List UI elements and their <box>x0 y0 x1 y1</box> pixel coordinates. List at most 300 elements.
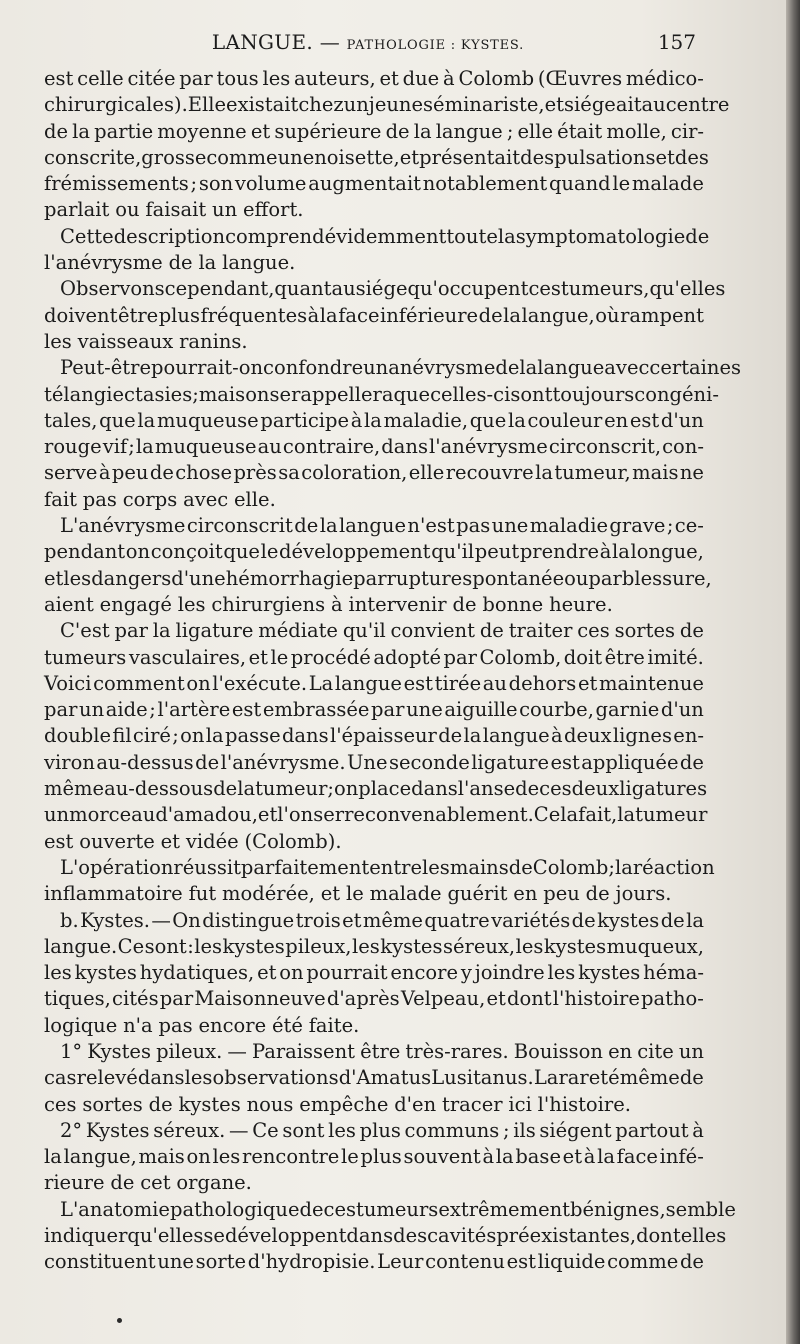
word: ranins. <box>179 329 248 353</box>
word: rampent <box>620 303 704 327</box>
word: dans <box>346 1224 394 1248</box>
word: à <box>307 303 320 327</box>
word: développement <box>279 540 431 564</box>
word: langue <box>482 724 550 748</box>
word: passe <box>224 724 281 748</box>
word: ; <box>172 724 179 748</box>
word: Colomb, <box>479 645 562 669</box>
word: les <box>177 592 206 616</box>
word: Kystes <box>85 1118 150 1142</box>
word: modérée, <box>222 882 315 906</box>
word: les <box>547 961 576 985</box>
word: pileux, <box>285 934 352 958</box>
word: nous <box>246 1092 294 1116</box>
word: pileux. <box>156 1039 223 1063</box>
word: la <box>137 408 156 432</box>
word: une <box>406 698 443 722</box>
word: plus <box>359 1118 401 1142</box>
word: que <box>99 408 136 432</box>
word: vasculaires, <box>128 645 247 669</box>
word: ; <box>190 172 198 196</box>
text-line <box>44 224 710 250</box>
text-line <box>44 487 704 513</box>
word: celles-ci <box>430 382 511 406</box>
word: kystes <box>178 1092 241 1116</box>
word: le <box>260 540 279 564</box>
word: le <box>341 1145 359 1169</box>
text-line <box>44 618 704 644</box>
word: organe. <box>176 1171 252 1195</box>
word: la <box>597 1145 615 1169</box>
word: place <box>358 777 412 801</box>
word: un <box>212 198 238 222</box>
word: participe <box>260 408 350 432</box>
word: ; <box>128 435 135 459</box>
word: chose <box>175 461 233 485</box>
word: elle <box>408 461 445 485</box>
word: parfaitement <box>240 855 370 879</box>
word: de <box>479 619 504 643</box>
text-line <box>44 750 704 776</box>
word: ou <box>564 566 589 590</box>
word: la <box>535 461 553 485</box>
word: conscrite, <box>44 145 142 169</box>
word: langue <box>334 671 402 695</box>
running-head-section: PATHOLOGIE : KYSTES. <box>346 38 525 53</box>
text-line <box>44 908 704 934</box>
word: l'anse <box>457 777 516 801</box>
word: même <box>44 777 105 801</box>
word: les <box>44 329 72 353</box>
word: la <box>612 540 630 564</box>
word: on <box>245 382 270 406</box>
word: tales, <box>44 408 98 432</box>
word: l'épaisseur <box>329 724 437 748</box>
word: malade <box>631 172 704 196</box>
word: présentait <box>419 145 521 169</box>
word: la <box>152 619 171 643</box>
word: vidée <box>185 829 239 853</box>
word: et <box>257 961 277 985</box>
word: maladie, <box>383 408 469 432</box>
word: bonne <box>482 592 544 616</box>
word: dont <box>636 1224 681 1248</box>
word: faite. <box>308 1013 360 1037</box>
text-line <box>44 1118 704 1144</box>
word: de <box>385 119 410 143</box>
word: centre <box>665 93 730 117</box>
word: vaisseaux <box>77 329 174 353</box>
word: de <box>44 119 69 143</box>
word: qu'elles <box>649 277 726 301</box>
word: dans <box>137 1066 185 1090</box>
text-line <box>44 92 730 118</box>
word: molle, <box>606 119 667 143</box>
word: même <box>619 1066 680 1090</box>
word: de <box>679 750 704 774</box>
word: les <box>184 1066 213 1090</box>
word: les <box>515 934 544 958</box>
word: à <box>583 1145 596 1169</box>
word: où <box>595 303 620 327</box>
word: (Œuvres <box>537 67 623 90</box>
word: blessure, <box>621 566 712 590</box>
word: est <box>403 671 433 695</box>
text-line <box>44 171 704 197</box>
word: rappellera <box>291 382 394 406</box>
word: au <box>331 277 356 301</box>
word: tirée <box>434 671 482 695</box>
text-line <box>44 1170 704 1196</box>
word: contenu <box>425 1250 505 1274</box>
word: qu'occupent <box>407 277 529 301</box>
word: convenablement. <box>364 803 534 827</box>
word: ciré <box>132 724 171 748</box>
word: n'a <box>123 1013 153 1037</box>
word: ; <box>666 514 674 538</box>
word: qu'il <box>342 619 386 643</box>
word: de <box>149 461 174 485</box>
word: ; <box>608 855 615 879</box>
word: et <box>250 119 271 143</box>
word: on <box>186 1145 211 1169</box>
word: volume <box>234 172 307 196</box>
text-line <box>44 1144 704 1170</box>
word: ici <box>508 1092 532 1116</box>
running-head-dash: — <box>319 30 340 54</box>
word: traiter <box>508 619 573 643</box>
text-line <box>44 1013 704 1039</box>
word: cependant, <box>164 277 275 301</box>
word: pas <box>456 514 491 538</box>
word: l'artère <box>157 698 231 722</box>
word: été <box>271 1013 303 1037</box>
word: plus <box>158 303 200 327</box>
word: constituent <box>44 1250 156 1274</box>
word: est <box>44 67 74 90</box>
word: est <box>629 408 660 432</box>
word: au <box>641 93 666 117</box>
word: langue <box>339 514 407 538</box>
word: les <box>63 566 92 590</box>
text-line <box>44 934 704 960</box>
word: patho- <box>641 987 704 1011</box>
word: de <box>148 1092 173 1116</box>
word: tumeurs <box>356 1197 439 1221</box>
word: évidemment <box>324 224 447 248</box>
word: est <box>506 1250 536 1274</box>
word: héma- <box>643 961 704 985</box>
word: être <box>360 1039 401 1063</box>
word: en- <box>673 724 704 748</box>
word: 1° <box>60 1039 83 1063</box>
word: Une <box>346 750 388 774</box>
text-line <box>44 119 704 145</box>
word: par <box>44 698 78 722</box>
word: une <box>491 514 529 538</box>
word: développent <box>224 1224 347 1248</box>
page-header <box>40 30 696 58</box>
word: infé- <box>659 1145 704 1169</box>
word: quant <box>274 277 332 301</box>
word: kystes <box>380 934 443 958</box>
word: une <box>277 145 315 169</box>
word: pendant <box>44 540 126 564</box>
word: et <box>577 671 598 695</box>
word: fréquentes <box>200 303 308 327</box>
word: heure. <box>549 592 613 616</box>
word: peu <box>543 882 580 906</box>
word: cir- <box>670 119 704 143</box>
word: les <box>422 855 450 879</box>
word: logique <box>44 1013 118 1037</box>
word: On <box>172 908 201 932</box>
word: muqueuse <box>154 435 257 459</box>
word: siégeait <box>564 93 642 117</box>
word: embrassée <box>262 698 370 722</box>
word: y <box>460 961 472 985</box>
word: la <box>319 303 338 327</box>
word: rieure <box>44 1171 105 1195</box>
word: une <box>157 1250 194 1274</box>
text-line <box>44 66 704 92</box>
word: pulsations <box>554 145 656 169</box>
word: partout <box>615 1118 689 1142</box>
word: l'histoire <box>552 987 640 1011</box>
text-line <box>44 881 704 907</box>
word: celle <box>77 67 124 90</box>
word: augmentait <box>308 172 422 196</box>
word: chirurgiens <box>211 592 326 616</box>
word: on <box>333 777 359 801</box>
word: La <box>308 671 334 695</box>
word: ; <box>149 698 156 722</box>
word: ; <box>502 1118 510 1142</box>
word: et <box>544 93 565 117</box>
word: ce- <box>674 514 704 538</box>
word: être <box>604 645 645 669</box>
word: — <box>229 1118 249 1142</box>
word: et <box>342 908 362 932</box>
word: médico- <box>625 67 704 90</box>
word: d'un <box>660 698 704 722</box>
word: circonscrit <box>186 514 293 538</box>
word: de <box>294 514 319 538</box>
word: notablement <box>422 172 548 196</box>
word: de <box>438 724 463 748</box>
word: la <box>44 1145 62 1169</box>
word: toujours <box>552 382 635 406</box>
word: le <box>345 882 364 906</box>
word: le <box>612 172 631 196</box>
text-line <box>44 145 709 171</box>
word: préexistantes, <box>496 1224 637 1248</box>
word: de <box>495 356 520 380</box>
word: d'hydropisie. <box>247 1250 376 1274</box>
word: à <box>482 1145 495 1169</box>
word: serve <box>44 461 98 485</box>
text-line <box>44 408 704 434</box>
word: la <box>614 855 633 879</box>
word: et <box>257 803 278 827</box>
running-head <box>40 30 696 54</box>
word: de <box>299 1197 324 1221</box>
word: maintenue <box>598 671 704 695</box>
word: avec <box>183 487 229 511</box>
word: confondre <box>263 356 364 380</box>
word: par <box>371 698 405 722</box>
word: due <box>402 67 440 90</box>
word: on <box>125 540 151 564</box>
word: on <box>279 961 304 985</box>
word: langue, <box>63 1145 137 1169</box>
text-line <box>44 539 704 565</box>
word: ces <box>323 1197 356 1221</box>
word: peut <box>474 540 520 564</box>
word: à <box>551 724 563 748</box>
word: variétés <box>491 908 571 932</box>
word: con- <box>662 435 704 459</box>
word: par <box>159 987 194 1011</box>
text-line <box>44 829 704 855</box>
word: la <box>617 803 636 827</box>
word: cas <box>44 1066 77 1090</box>
word: Ce <box>117 934 145 958</box>
word: comprend <box>225 224 325 248</box>
word: par <box>114 619 148 643</box>
word: mais <box>138 1145 185 1169</box>
word: ces <box>577 619 610 643</box>
word: ces <box>528 277 561 301</box>
word: Voici <box>44 671 92 695</box>
word: et <box>320 882 341 906</box>
word: fil <box>112 724 132 748</box>
word: dangers <box>91 566 172 590</box>
page-number: 157 <box>657 30 696 54</box>
word: la <box>503 303 522 327</box>
word: ligatures <box>619 777 708 801</box>
word: se <box>269 382 292 406</box>
word: un <box>79 698 105 722</box>
word: sortes <box>82 1092 143 1116</box>
word: base <box>515 1145 561 1169</box>
word: deux <box>571 777 620 801</box>
word: description <box>113 224 226 248</box>
word: réussit <box>173 855 241 879</box>
text-line <box>44 960 704 986</box>
text-line <box>44 723 704 749</box>
running-head-title: LANGUE. <box>211 30 314 54</box>
text-line <box>44 802 708 828</box>
word: Colomb <box>458 67 535 90</box>
word: les <box>262 67 291 90</box>
word: langue. <box>44 934 118 958</box>
word: aient <box>44 592 94 616</box>
word: Kystes <box>87 1039 151 1063</box>
word: les <box>328 1118 356 1142</box>
text-line <box>44 1092 704 1118</box>
word: comme <box>206 145 278 169</box>
word: — <box>227 1039 247 1063</box>
word: elle <box>517 119 554 143</box>
word: frémissements <box>44 172 189 196</box>
word: elles <box>680 1224 727 1248</box>
word: l'anévrysme <box>44 251 163 275</box>
word: sont <box>282 1118 325 1142</box>
word: est <box>550 750 580 774</box>
word: à <box>599 540 612 564</box>
word: et <box>486 987 506 1011</box>
word: et <box>44 566 64 590</box>
word: un <box>678 1039 704 1063</box>
word: Leur <box>377 1250 424 1274</box>
word: tumeur <box>635 803 708 827</box>
word: kystes <box>543 934 607 958</box>
word: d'une <box>171 566 226 590</box>
word: Paraissent <box>251 1039 355 1063</box>
text-line <box>44 645 704 671</box>
word: garnie <box>595 698 660 722</box>
word: les <box>44 961 72 985</box>
word: de <box>679 1066 704 1090</box>
word: dont <box>507 987 552 1011</box>
word: comme <box>607 1250 679 1274</box>
word: contraire, <box>282 435 381 459</box>
text-line <box>44 671 704 697</box>
word: à <box>692 1118 704 1142</box>
word: sorte <box>195 1250 247 1274</box>
word: face <box>338 303 380 327</box>
word: siége <box>355 277 408 301</box>
word: séreux, <box>442 934 516 958</box>
word: par <box>179 67 213 90</box>
word: Observons <box>60 277 165 301</box>
word: muqueux, <box>606 934 704 958</box>
word: par <box>353 566 387 590</box>
word: les <box>212 1145 241 1169</box>
word: inflammatoire <box>44 882 183 906</box>
word: de <box>168 251 193 275</box>
word: à <box>350 408 363 432</box>
word: l'on <box>277 803 314 827</box>
word: qu'elles <box>127 1224 204 1248</box>
text-line <box>44 303 704 329</box>
word: la <box>413 119 432 143</box>
word: couleur <box>527 408 603 432</box>
word: la <box>364 408 382 432</box>
word: la <box>495 1145 514 1169</box>
word: Lusitanus. <box>431 1066 534 1090</box>
word: mais <box>632 461 679 485</box>
word: pas <box>158 1013 193 1037</box>
word: comment <box>93 671 185 695</box>
text-line <box>44 776 708 802</box>
word: et <box>655 145 675 169</box>
word: langue. <box>222 251 296 275</box>
word: l'anévrysme. <box>220 750 346 774</box>
word: elle. <box>234 487 276 511</box>
word: kystes <box>578 961 641 985</box>
word: existait <box>226 93 299 117</box>
word: Maisonneuve <box>194 987 326 1011</box>
word: rareté <box>558 1066 620 1090</box>
word: dans <box>411 777 458 801</box>
word: de <box>195 750 220 774</box>
word: tumeurs, <box>560 277 650 301</box>
word: — <box>151 908 171 932</box>
word: tumeurs <box>44 645 127 669</box>
word: la <box>198 251 217 275</box>
